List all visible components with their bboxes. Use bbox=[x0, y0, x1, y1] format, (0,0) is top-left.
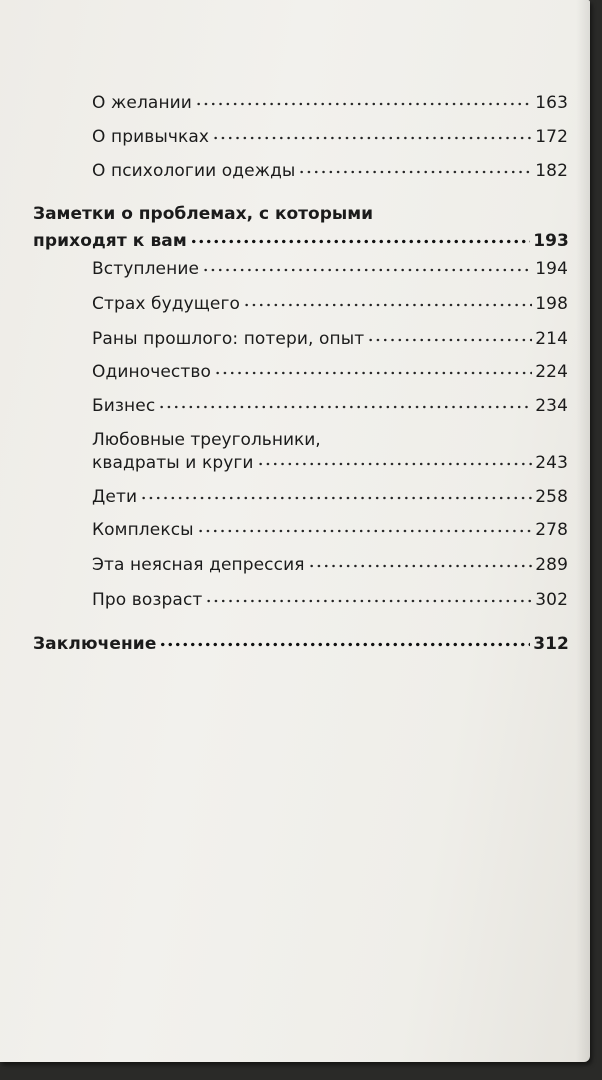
toc-entry-page: 172 bbox=[535, 127, 568, 147]
toc-entry-page: 214 bbox=[535, 329, 568, 349]
toc-entry-desire bbox=[92, 92, 568, 114]
dot-leader bbox=[257, 462, 533, 466]
toc-section-conclusion bbox=[33, 633, 569, 655]
section-page: 193 bbox=[533, 231, 569, 251]
toc-entry-page: 278 bbox=[535, 520, 568, 540]
toc-entry-title: О желании bbox=[92, 93, 192, 113]
toc-entry-page: 234 bbox=[535, 396, 568, 416]
dot-leader bbox=[205, 599, 532, 603]
toc-entry-page: 289 bbox=[535, 555, 568, 575]
toc-entry-title: Бизнес bbox=[92, 396, 156, 416]
dot-leader bbox=[195, 102, 532, 106]
toc-entry-fear-of-future bbox=[92, 293, 568, 315]
toc-entry-complexes bbox=[92, 519, 568, 541]
toc-entry-past-wounds bbox=[92, 328, 568, 350]
toc-entry-title: Раны прошлого: потери, опыт bbox=[92, 329, 365, 349]
toc-entry-page: 182 bbox=[535, 161, 568, 181]
toc-entry-introduction bbox=[92, 258, 568, 280]
dot-leader bbox=[197, 529, 533, 533]
toc-entry-page: 224 bbox=[535, 362, 568, 382]
toc-entry-children bbox=[92, 486, 568, 508]
toc-entry-title: Одиночество bbox=[92, 362, 211, 382]
toc-entry-page: 198 bbox=[535, 294, 568, 314]
dot-leader bbox=[243, 303, 532, 307]
toc-entry-loneliness bbox=[92, 361, 568, 383]
toc-entry-love-triangles bbox=[92, 452, 568, 474]
section-title-continued: приходят к вам bbox=[33, 231, 187, 251]
toc-entry-title: Страх будущего bbox=[92, 294, 241, 314]
toc-entry-page: 163 bbox=[535, 93, 568, 113]
dot-leader bbox=[367, 338, 532, 342]
toc-entry-title: О психологии одежды bbox=[92, 161, 296, 181]
toc-entry-page: 302 bbox=[535, 590, 568, 610]
section-title: Заметки о проблемах, с которыми bbox=[33, 204, 374, 224]
dot-leader bbox=[159, 642, 530, 647]
toc-entry-title: Любовные треугольники, bbox=[92, 430, 321, 450]
dot-leader bbox=[212, 136, 532, 140]
toc-entry-title: О привычках bbox=[92, 127, 210, 147]
dot-leader bbox=[308, 564, 533, 568]
toc-entry-title: Эта неясная депрессия bbox=[92, 555, 305, 575]
toc-entry-page: 243 bbox=[535, 453, 568, 473]
toc-entry-depression bbox=[92, 554, 568, 576]
dot-leader bbox=[214, 371, 532, 375]
section-page: 312 bbox=[533, 634, 569, 654]
toc-entry-page: 194 bbox=[535, 259, 568, 279]
dot-leader bbox=[158, 405, 532, 409]
toc-entry-title: Дети bbox=[92, 487, 138, 507]
dot-leader bbox=[202, 268, 532, 272]
toc-entry-title: Про возраст bbox=[92, 590, 203, 610]
toc-entry-title: Вступление bbox=[92, 259, 200, 279]
toc-entry-age bbox=[92, 589, 568, 611]
section-title: Заключение bbox=[33, 634, 157, 654]
toc-entry-title-continued: квадраты и круги bbox=[92, 453, 254, 473]
toc-entry-habits bbox=[92, 126, 568, 148]
toc-entry-clothing bbox=[92, 160, 568, 182]
toc-section-problems bbox=[33, 230, 569, 252]
dot-leader bbox=[140, 496, 532, 500]
dot-leader bbox=[190, 239, 530, 244]
dot-leader bbox=[298, 170, 532, 174]
toc-entry-business bbox=[92, 395, 568, 417]
toc-entry-page: 258 bbox=[535, 487, 568, 507]
toc-entry-title: Комплексы bbox=[92, 520, 194, 540]
